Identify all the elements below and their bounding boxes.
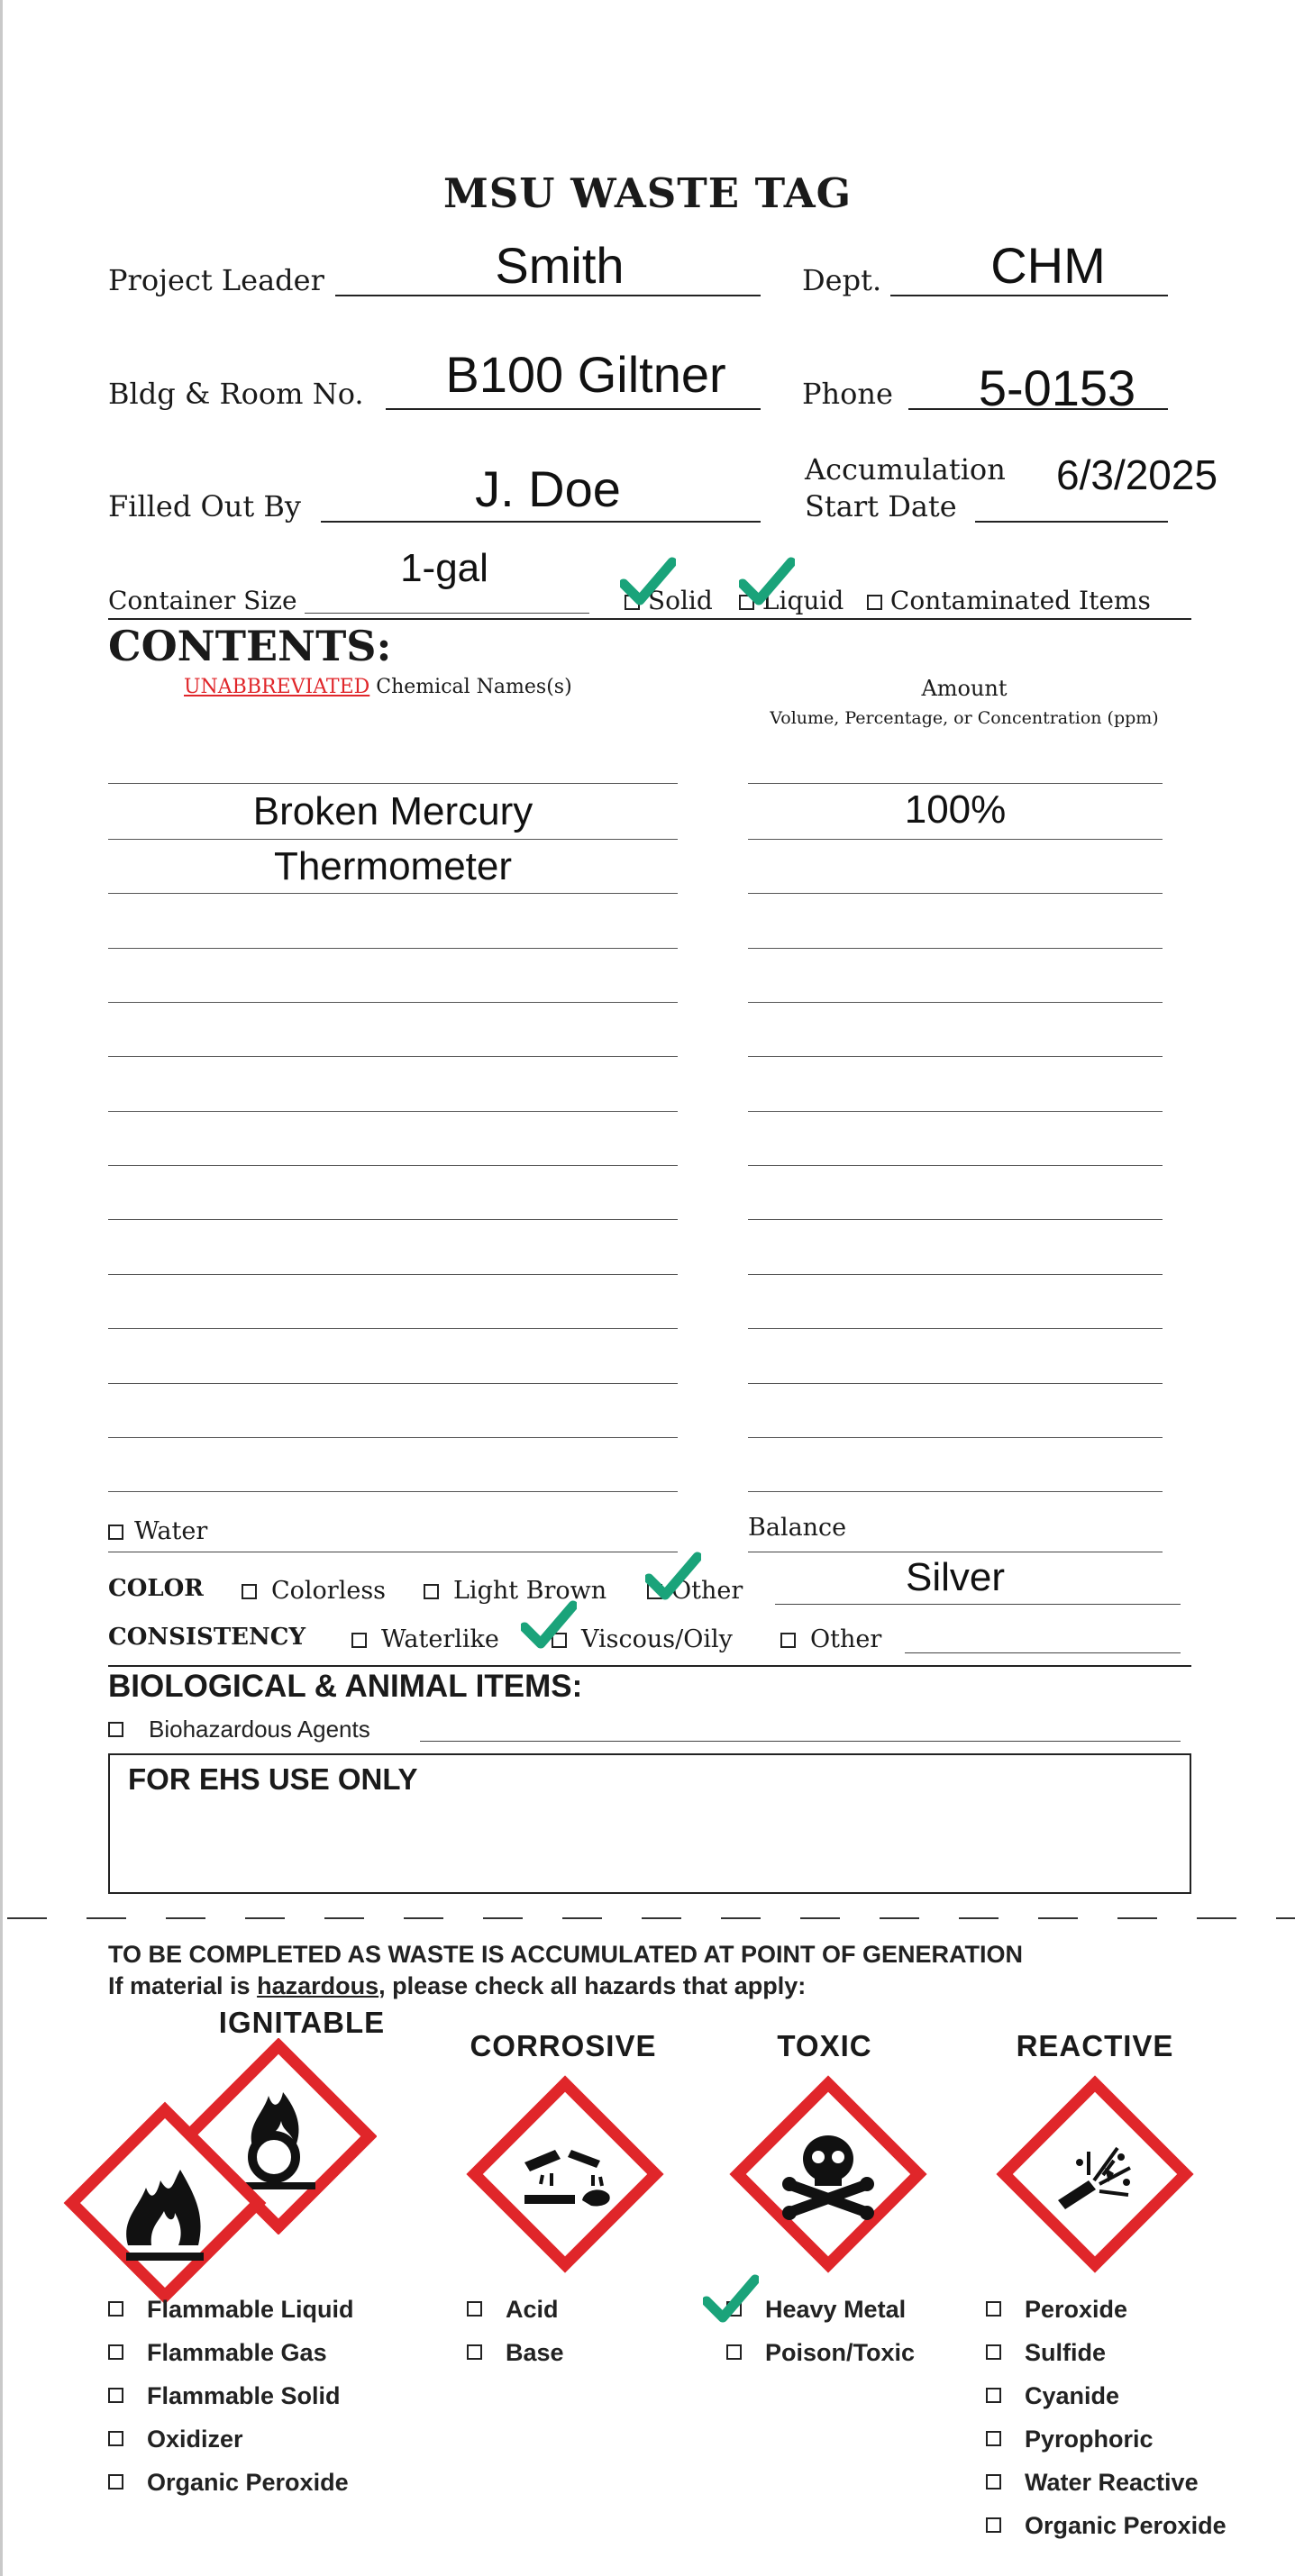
- chemical-name-line: [108, 893, 678, 894]
- reactive-explosive-pictogram-icon: [995, 2074, 1195, 2274]
- hazard-label: Heavy Metal: [765, 2296, 907, 2323]
- unabbreviated-emphasis: UNABBREVIATED: [184, 676, 370, 698]
- amount-row-1[interactable]: 100%: [904, 787, 1007, 832]
- hazard-checkbox[interactable]: [986, 2344, 1001, 2360]
- container-size-field[interactable]: 1-gal: [400, 546, 488, 590]
- hazard-option[interactable]: [108, 2382, 341, 2410]
- hazard-checkbox[interactable]: [108, 2344, 123, 2360]
- hazard-instruction-2: [108, 1972, 806, 2000]
- hazard-checkbox[interactable]: [986, 2474, 1001, 2490]
- hazard-instruction-2-emphasis: hazardous: [257, 1972, 379, 1999]
- amount-line: [748, 1219, 1163, 1220]
- amount-line: [748, 948, 1163, 949]
- color-label: COLOR: [108, 1575, 204, 1602]
- start-date-line: [975, 521, 1168, 523]
- chemical-name-line: [108, 1002, 678, 1003]
- phone-label: Phone: [802, 377, 893, 411]
- cut-line-dash: [1038, 1917, 1078, 1919]
- dept-field[interactable]: CHM: [990, 237, 1106, 294]
- hazard-option[interactable]: [108, 2339, 327, 2367]
- start-date-field[interactable]: 6/3/2025: [1056, 451, 1218, 498]
- hazard-option[interactable]: [986, 2296, 1127, 2324]
- color-other-field[interactable]: Silver: [905, 1555, 1006, 1599]
- hazard-option[interactable]: [986, 2382, 1119, 2410]
- hazard-label: Cyanide: [1025, 2382, 1120, 2409]
- ehs-box: [108, 1753, 1191, 1894]
- corrosive-pictogram-icon: [465, 2074, 665, 2274]
- amount-line: [748, 1383, 1163, 1384]
- container-size-line: [305, 613, 589, 614]
- light-brown-label: Light Brown: [453, 1577, 607, 1605]
- cut-line-dash: [166, 1917, 205, 1919]
- chemical-names-heading: [184, 676, 572, 698]
- consistency-option-other[interactable]: [780, 1625, 881, 1653]
- viscous-check-icon: [521, 1600, 577, 1651]
- waterlike-checkbox[interactable]: [351, 1633, 367, 1648]
- hazard-option[interactable]: [726, 2339, 915, 2367]
- consistency-label: CONSISTENCY: [108, 1624, 306, 1651]
- cut-line-dash: [721, 1917, 761, 1919]
- filled-out-label: Filled Out By: [108, 489, 301, 523]
- hazard-option[interactable]: [108, 2426, 243, 2453]
- cut-line-dash: [959, 1917, 999, 1919]
- colorless-label: Colorless: [271, 1577, 387, 1605]
- dept-label: Dept.: [802, 263, 882, 297]
- water-checkbox[interactable]: [108, 1525, 123, 1540]
- hazard-label: Flammable Gas: [147, 2339, 327, 2366]
- color-other-line: [775, 1604, 1181, 1605]
- chemical-name-line: [108, 1219, 678, 1220]
- type-option-contaminated[interactable]: [867, 586, 1151, 615]
- amount-line: [748, 1328, 1163, 1329]
- consistency-other-line: [905, 1652, 1181, 1653]
- project-leader-label: Project Leader: [108, 263, 324, 297]
- hazard-checkbox[interactable]: [108, 2301, 123, 2317]
- hazard-instruction-2-pre: If material is: [108, 1972, 258, 1999]
- hazard-option[interactable]: [108, 2469, 349, 2497]
- amount-line: [748, 1491, 1163, 1492]
- project-leader-field[interactable]: Smith: [495, 237, 625, 294]
- accumulation-label: Accumulation: [805, 452, 1006, 487]
- hazard-option[interactable]: [108, 2296, 354, 2324]
- hazard-checkbox[interactable]: [986, 2517, 1001, 2533]
- hazard-label: Organic Peroxide: [147, 2469, 349, 2496]
- category-ignitable: IGNITABLE: [218, 2006, 386, 2039]
- liquid-check-icon: [739, 557, 795, 607]
- hazard-option[interactable]: [986, 2426, 1154, 2453]
- start-date-label: Start Date: [805, 489, 957, 523]
- hazard-checkbox[interactable]: [986, 2431, 1001, 2446]
- hazard-label: Pyrophoric: [1025, 2426, 1154, 2453]
- hazard-label: Organic Peroxide: [1025, 2512, 1227, 2539]
- amount-line: [748, 1437, 1163, 1438]
- hazard-checkbox[interactable]: [467, 2301, 482, 2317]
- hazard-label: Flammable Solid: [147, 2382, 341, 2409]
- cut-line-dash: [404, 1917, 443, 1919]
- cut-line-dash: [324, 1917, 364, 1919]
- liquid-label: Liquid: [761, 586, 844, 615]
- bldg-label: Bldg & Room No.: [108, 377, 364, 411]
- chemical-name-row-2[interactable]: Thermometer: [273, 844, 513, 888]
- contents-heading: CONTENTS:: [108, 622, 392, 670]
- dept-line: [890, 295, 1168, 296]
- color-option-colorless[interactable]: [242, 1577, 386, 1605]
- hazard-label: Water Reactive: [1025, 2469, 1199, 2496]
- toxic-skull-pictogram-icon: [728, 2074, 928, 2274]
- chemical-name-line: [108, 839, 678, 840]
- water-option[interactable]: [108, 1517, 207, 1545]
- biological-heading: BIOLOGICAL & ANIMAL ITEMS:: [108, 1669, 583, 1704]
- color-other-check-icon: [645, 1552, 701, 1602]
- hazard-label: Oxidizer: [147, 2426, 243, 2453]
- hazard-label: Base: [506, 2339, 564, 2366]
- hazard-checkbox[interactable]: [986, 2301, 1001, 2317]
- filled-out-field[interactable]: J. Doe: [475, 460, 621, 517]
- project-leader-line: [335, 295, 761, 296]
- form-title: MSU WASTE TAG: [442, 169, 853, 217]
- cut-line-dash: [7, 1917, 47, 1919]
- balance-label: Balance: [748, 1514, 847, 1542]
- hazard-option[interactable]: [986, 2469, 1199, 2497]
- hazard-checkbox[interactable]: [108, 2474, 123, 2490]
- cut-line-dash: [800, 1917, 840, 1919]
- hazard-option[interactable]: [467, 2296, 559, 2324]
- waterlike-label: Waterlike: [381, 1625, 499, 1653]
- chemical-name-line: [108, 1111, 678, 1112]
- flame-pictogram-icon: [63, 2101, 267, 2305]
- contaminated-label: Contaminated Items: [889, 586, 1151, 615]
- cut-line-dash: [87, 1917, 126, 1919]
- consistency-option-viscous[interactable]: [552, 1625, 733, 1653]
- hazard-option[interactable]: [986, 2339, 1106, 2367]
- amount-line: [748, 1002, 1163, 1003]
- hazard-checkbox[interactable]: [467, 2344, 482, 2360]
- solid-label: Solid: [647, 586, 713, 615]
- category-corrosive: CORROSIVE: [470, 2029, 657, 2062]
- chemical-name-line: [108, 948, 678, 949]
- hazard-checkbox[interactable]: [108, 2431, 123, 2446]
- consistency-option-waterlike[interactable]: [351, 1625, 499, 1653]
- amount-line: [748, 1111, 1163, 1112]
- colorless-checkbox[interactable]: [242, 1584, 257, 1599]
- amount-heading: Amount: [921, 676, 1008, 701]
- consistency-other-label: Other: [810, 1625, 882, 1653]
- bldg-field[interactable]: B100 Giltner: [445, 346, 726, 403]
- amount-line: [748, 783, 1163, 784]
- light-brown-checkbox[interactable]: [424, 1584, 439, 1599]
- chemical-name-line: [108, 1328, 678, 1329]
- heavy-metal-check-icon: [703, 2274, 759, 2325]
- cut-line-dash: [1117, 1917, 1157, 1919]
- biohazardous-checkbox[interactable]: [108, 1722, 123, 1737]
- phone-field[interactable]: 5-0153: [978, 360, 1136, 416]
- filled-out-line: [321, 521, 761, 523]
- water-label: Water: [134, 1517, 208, 1545]
- hazard-checkbox[interactable]: [726, 2344, 742, 2360]
- hazard-label: Acid: [506, 2296, 559, 2323]
- container-rule: [108, 618, 1191, 620]
- consistency-rule: [108, 1665, 1191, 1667]
- amount-line: [748, 1274, 1163, 1275]
- chemical-name-line: [108, 1056, 678, 1057]
- chemical-name-line: [108, 1437, 678, 1438]
- biohazardous-option[interactable]: [108, 1716, 370, 1743]
- cut-line-dash: [880, 1917, 919, 1919]
- chemical-names-label: Chemical Names(s): [369, 676, 572, 698]
- viscous-label: Viscous/Oily: [581, 1625, 733, 1653]
- cut-line-dash: [1276, 1917, 1295, 1919]
- amount-line: [748, 1165, 1163, 1166]
- hazard-instruction-1: TO BE COMPLETED AS WASTE IS ACCUMULATED AT POINT OF GENERATION: [108, 1941, 1024, 1968]
- ehs-label: FOR EHS USE ONLY: [128, 1762, 418, 1796]
- hazard-option[interactable]: [986, 2512, 1227, 2540]
- hazard-label: Flammable Liquid: [147, 2296, 354, 2323]
- chemical-name-line: [108, 1491, 678, 1492]
- amount-subheading: Volume, Percentage, or Concentration (ppm): [770, 708, 1159, 728]
- category-toxic: TOXIC: [777, 2029, 872, 2062]
- amount-line: [748, 893, 1163, 894]
- amount-line: [748, 1056, 1163, 1057]
- hazard-label: Peroxide: [1025, 2296, 1128, 2323]
- page-edge: [0, 0, 3, 2576]
- amount-line: [748, 839, 1163, 840]
- chemical-name-line: [108, 783, 678, 784]
- consistency-other-checkbox[interactable]: [780, 1633, 796, 1648]
- container-size-label: Container Size: [108, 586, 297, 615]
- chemical-name-line: [108, 1274, 678, 1275]
- chemical-name-line: [108, 1165, 678, 1166]
- cut-line-dash: [245, 1917, 285, 1919]
- hazard-checkbox[interactable]: [986, 2388, 1001, 2403]
- chemical-name-line: [108, 1383, 678, 1384]
- hazard-option[interactable]: [467, 2339, 564, 2367]
- hazard-label: Poison/Toxic: [765, 2339, 916, 2366]
- cut-line-dash: [483, 1917, 523, 1919]
- cut-line-dash: [562, 1917, 602, 1919]
- chemical-name-row-1[interactable]: Broken Mercury: [252, 789, 534, 833]
- color-other-label: Other: [671, 1577, 743, 1605]
- hazard-instruction-2-post: , please check all hazards that apply:: [378, 1972, 807, 1999]
- hazard-checkbox[interactable]: [108, 2388, 123, 2403]
- hazard-label: Sulfide: [1025, 2339, 1107, 2366]
- biohazardous-label: Biohazardous Agents: [149, 1716, 370, 1743]
- color-option-light-brown[interactable]: [424, 1577, 606, 1605]
- cut-line-dash: [1197, 1917, 1236, 1919]
- bldg-line: [386, 408, 761, 410]
- cut-line-dash: [642, 1917, 681, 1919]
- contaminated-checkbox[interactable]: [867, 595, 882, 610]
- category-reactive: REACTIVE: [1016, 2029, 1174, 2062]
- biohazardous-line: [420, 1741, 1181, 1742]
- solid-check-icon: [620, 557, 676, 607]
